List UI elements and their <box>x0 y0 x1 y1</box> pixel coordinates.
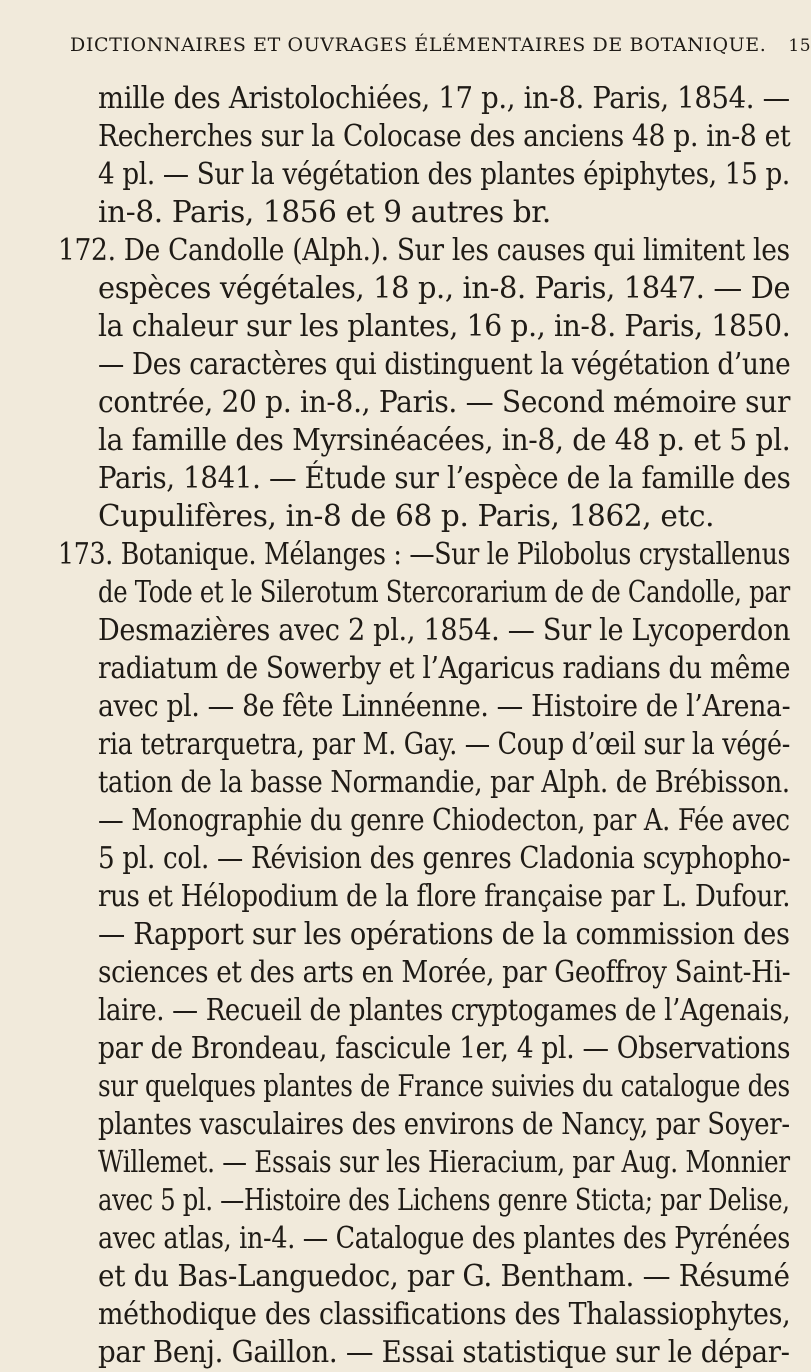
running-header <box>70 34 811 56</box>
text-line: Recherches sur la Colocase des anciens 48 p. in-8 et <box>98 119 791 153</box>
page-number: 15 <box>788 36 811 56</box>
text-line: Paris, 1841. — Étude sur l’espèce de la famille des <box>98 461 791 495</box>
text-line: tation de la basse Normandie, par Alph. de Brébisson. <box>98 765 790 799</box>
entry-172-start: 172. De Candolle (Alph.). Sur les causes qui limitent les <box>58 233 790 267</box>
text-line: in-8. Paris, 1856 et 9 autres br. <box>98 195 551 229</box>
text-line: — Des caractères qui distinguent la végétation d’une <box>98 347 791 381</box>
text-line: — Rapport sur les opérations de la commission des <box>98 917 790 951</box>
text-line: avec pl. — 8e fête Linnéenne. — Histoire de l’Arena- <box>98 689 791 723</box>
text-line: 5 pl. col. — Révision des genres Cladonia scyphopho- <box>98 841 791 875</box>
text-line: la famille des Myrsinéacées, in-8, de 48 p. et 5 pl. <box>98 423 791 457</box>
text-line: méthodique des classifications des Thalassiophytes, <box>98 1297 791 1331</box>
text-line: 4 pl. — Sur la végétation des plantes épiphytes, 15 p. <box>98 157 790 191</box>
text-line: de Tode et le Silerotum Stercorarium de de Candolle, par <box>98 575 790 609</box>
text-line: Cupulifères, in-8 de 68 p. Paris, 1862, etc. <box>98 499 715 533</box>
text-line: avec 5 pl. —Histoire des Lichens genre Sticta; par Delise, <box>98 1183 790 1217</box>
text-line: — Monographie du genre Chiodecton, par A. Fée avec <box>98 803 790 837</box>
text-line: plantes vasculaires des environs de Nancy, par Soyer- <box>98 1107 790 1141</box>
text-line: sur quelques plantes de France suivies du catalogue des <box>98 1069 790 1103</box>
text-line: sciences et des arts en Morée, par Geoffroy Saint-Hi- <box>98 955 791 989</box>
text-line: Desmazières avec 2 pl., 1854. — Sur le Lycoperdon <box>98 613 791 647</box>
text-line: par de Brondeau, fascicule 1er, 4 pl. — Observations <box>98 1031 791 1065</box>
text-line: Willemet. — Essais sur les Hieracium, par Aug. Monnier <box>98 1145 790 1179</box>
entry-173-start: 173. Botanique. Mélanges : —Sur le Pilobolus crystallenus <box>58 537 791 571</box>
text-line: laire. — Recueil de plantes cryptogames de l’Agenais, <box>98 993 791 1027</box>
text-line: avec atlas, in-4. — Catalogue des plantes des Pyrénées <box>98 1221 790 1255</box>
text-line: espèces végétales, 18 p., in-8. Paris, 1847. — De <box>98 271 791 305</box>
text-line: ria tetrarquetra, par M. Gay. — Coup d’œil sur la végé- <box>98 727 791 761</box>
text-line: par Benj. Gaillon. — Essai statistique sur le dépar- <box>98 1335 790 1369</box>
header-title: DICTIONNAIRES ET OUVRAGES ÉLÉMENTAIRES DE BOTANIQUE. <box>70 34 767 56</box>
text-line: et du Bas-Languedoc, par G. Bentham. — Résumé <box>98 1259 790 1293</box>
text-line: contrée, 20 p. in-8., Paris. — Second mémoire sur <box>98 385 791 419</box>
text-line: mille des Aristolochiées, 17 p., in-8. Paris, 1854. — <box>98 81 790 115</box>
text-line: radiatum de Sowerby et l’Agaricus radians du même <box>98 651 791 685</box>
text-line: la chaleur sur les plantes, 16 p., in-8. Paris, 1850. <box>98 309 791 343</box>
text-line: rus et Hélopodium de la flore française par L. Dufour. <box>98 879 791 913</box>
